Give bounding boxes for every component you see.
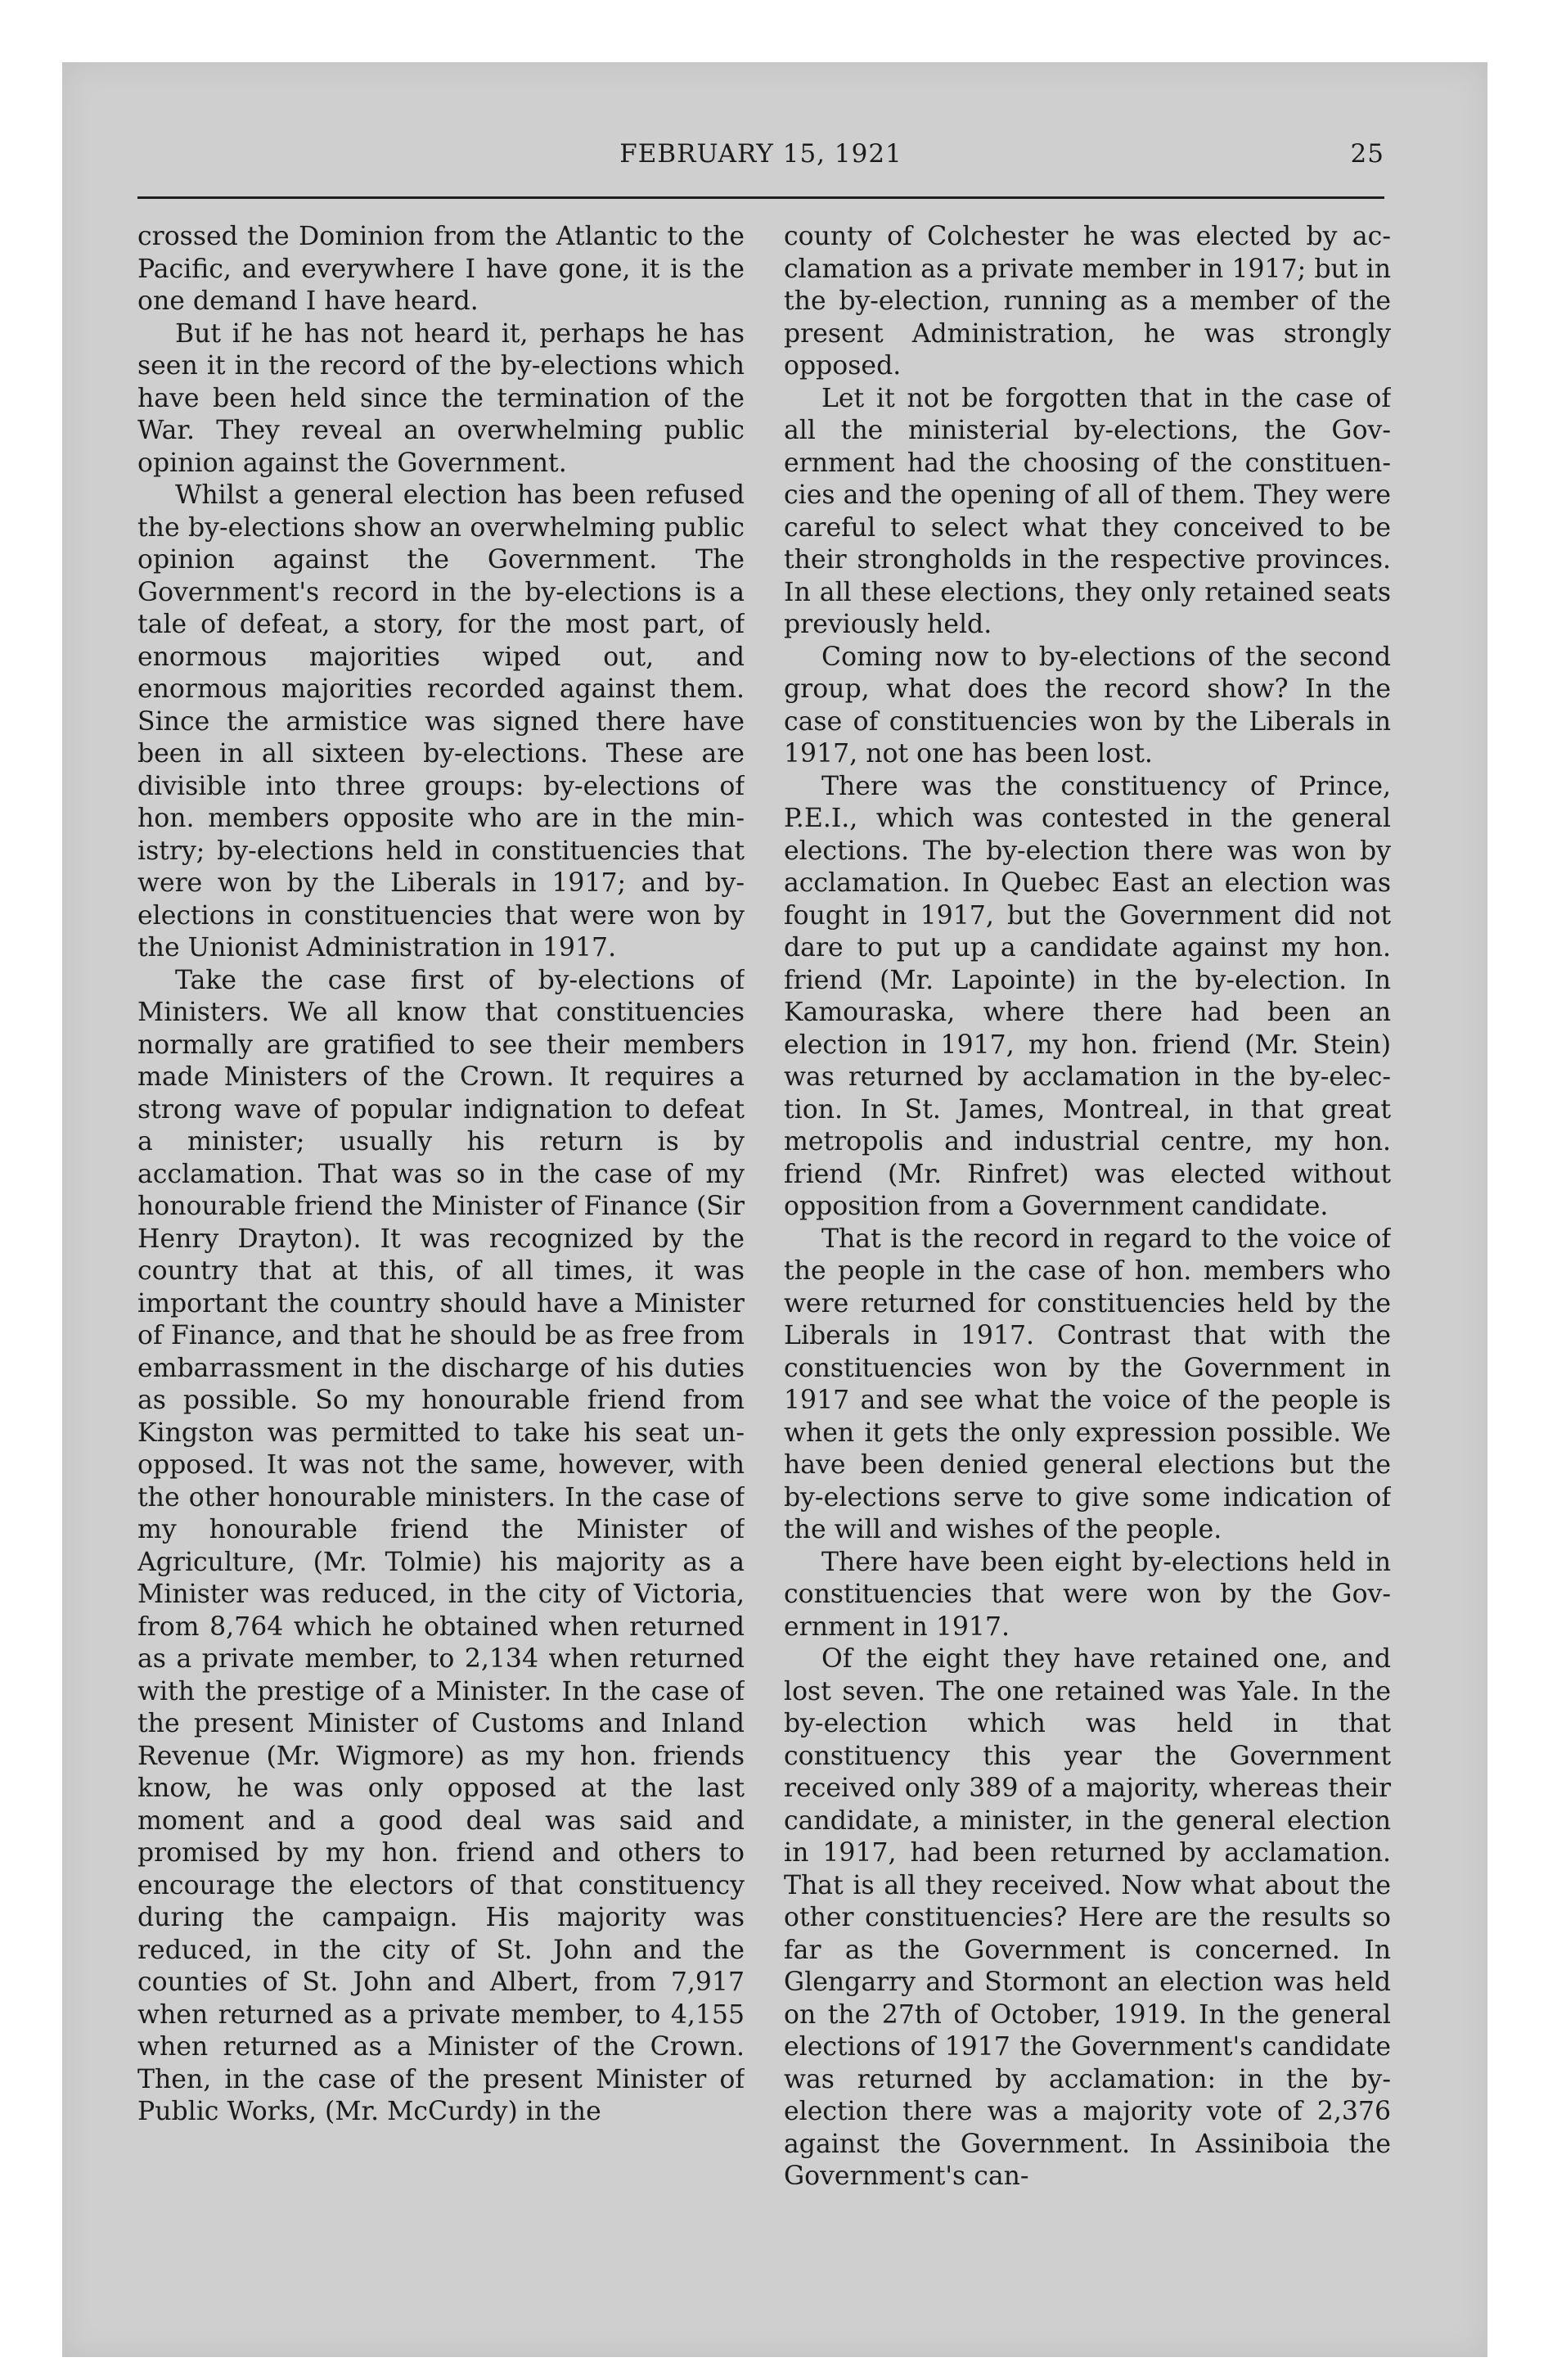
page-header — [137, 139, 1384, 180]
paragraph: Let it not be forgotten that in the case of all the ministerial by-elections, the Government had the choosing of the constituencies and the opening of all of them. They were careful to select what they conceived to be their strongholds in the respective provinces. In all these elections, they only retained seats previously held. — [784, 383, 1391, 639]
paragraph: That is the record in regard to the voice of the people in the case of hon. members who were returned for constituencies held by the Liberals in 1917. Contrast that with the constituencies won by the Government in 1917 and see what the voice of the people is when it gets the only expression possible. We have been denied general elections but the by-elections serve to give some indication of the will and wishes of the people. — [784, 1224, 1391, 1544]
left-column — [137, 221, 745, 2243]
paragraph: There was the constituency of Prince, P.E.I., which was contested in the general elections. The by-election there was won by acclamation. In Quebec East an election was fought in 1917, but the Government did not dare to put up a candidate against my hon. friend (Mr. Lapointe) in the by-election. In Kamouraska, where there had been an election in 1917, my hon. friend (Mr. Stein) was returned by acclamation in the by-election. In St. James, Montreal, in that great metropolis and industrial centre, my hon. friend (Mr. Rinfret) was elected without opposition from a Government candidate. — [784, 771, 1391, 1221]
paragraph: There have been eight by-elections held in constituencies that were won by the Government in 1917. — [784, 1547, 1391, 1642]
paragraph: Coming now to by-elections of the second group, what does the record show? In the case of constituencies won by the Liberals in 1917, not one has been lost. — [784, 642, 1391, 769]
paragraph: county of Colchester he was elected by acclamation as a private member in 1917; but in the by-election, running as a member of the present Administration, he was strongly opposed. — [784, 222, 1391, 381]
header-date: FEBRUARY 15, 1921 — [619, 139, 902, 169]
paragraph: Take the case first of by-elections of Ministers. We all know that constituencies normally are gratified to see their members made Ministers of the Crown. It requires a strong wave of popular indignation to defeat a minister; usually his return is by acclamation. That was so in the case of my honourable friend the Minister of Finance (Sir Henry Drayton). It was recognized by the country that at this, of all times, it was important the country should have a Minister of Finance, and that he should be as free from embarrassment in the discharge of his duties as possible. So my honourable friend from Kingston was permitted to take his seat unopposed. It was not the same, however, with the other honourable ministers. In the case of my honourable friend the Minister of Agriculture, (Mr. Tolmie) his majority as a Minister was reduced, in the city of Victoria, from 8,764 which he obtained when returned as a private member, to 2,134 when returned with the prestige of a Minister. In the case of the present Minister of Customs and Inland Revenue (Mr. Wigmore) as my hon. friends know, he was only opposed at the last moment and a good deal was said and promised by my hon. friend and others to encourage the electors of that constituency during the campaign. His majority was reduced, in the city of St. John and the counties of St. John and Albert, from 7,917 when returned as a private member, to 4,155 when returned as a Minister of the Crown. Then, in the case of the present Minister of Public Works, (Mr. McCurdy) in the — [137, 965, 745, 2126]
paragraph: Whilst a general election has been refused the by-elections show an overwhelming public opinion against the Government. The Government's record in the by-elections is a tale of defeat, a story, for the most part, of enormous majorities wiped out, and enormous majorities recorded against them. Since the armistice was signed there have been in all sixteen by-elections. These are divisible into three groups: by-elections of hon. members opposite who are in the ministry; by-elections held in constituencies that were won by the Liberals in 1917; and by-elections in constituencies that were won by the Unionist Administration in 1917. — [137, 480, 745, 962]
right-column — [784, 221, 1391, 2243]
header-rule — [137, 196, 1384, 199]
paragraph: Of the eight they have retained one, and lost seven. The one retained was Yale. In the by-election which was held in that constituency this year the Government received only 389 of a majority, whereas their candidate, a minister, in the general election in 1917, had been returned by acclamation. That is all they received. Now what about the other constituencies? Here are the results so far as the Government is concerned. In Glengarry and Stormont an election was held on the 27th of October, 1919. In the general elections of 1917 the Government's candidate was returned by acclamation: in the by-election there was a majority vote of 2,376 against the Government. In Assiniboia the Government's can- — [784, 1644, 1391, 2191]
page-number: 25 — [1350, 139, 1384, 169]
paragraph: crossed the Dominion from the Atlantic to the Pacific, and everywhere I have gone, it is the one demand I have heard. — [137, 222, 745, 316]
paragraph: But if he has not heard it, perhaps he has seen it in the record of the by-elections which have been held since the termination of the War. They reveal an overwhelming public opinion against the Government. — [137, 318, 745, 478]
